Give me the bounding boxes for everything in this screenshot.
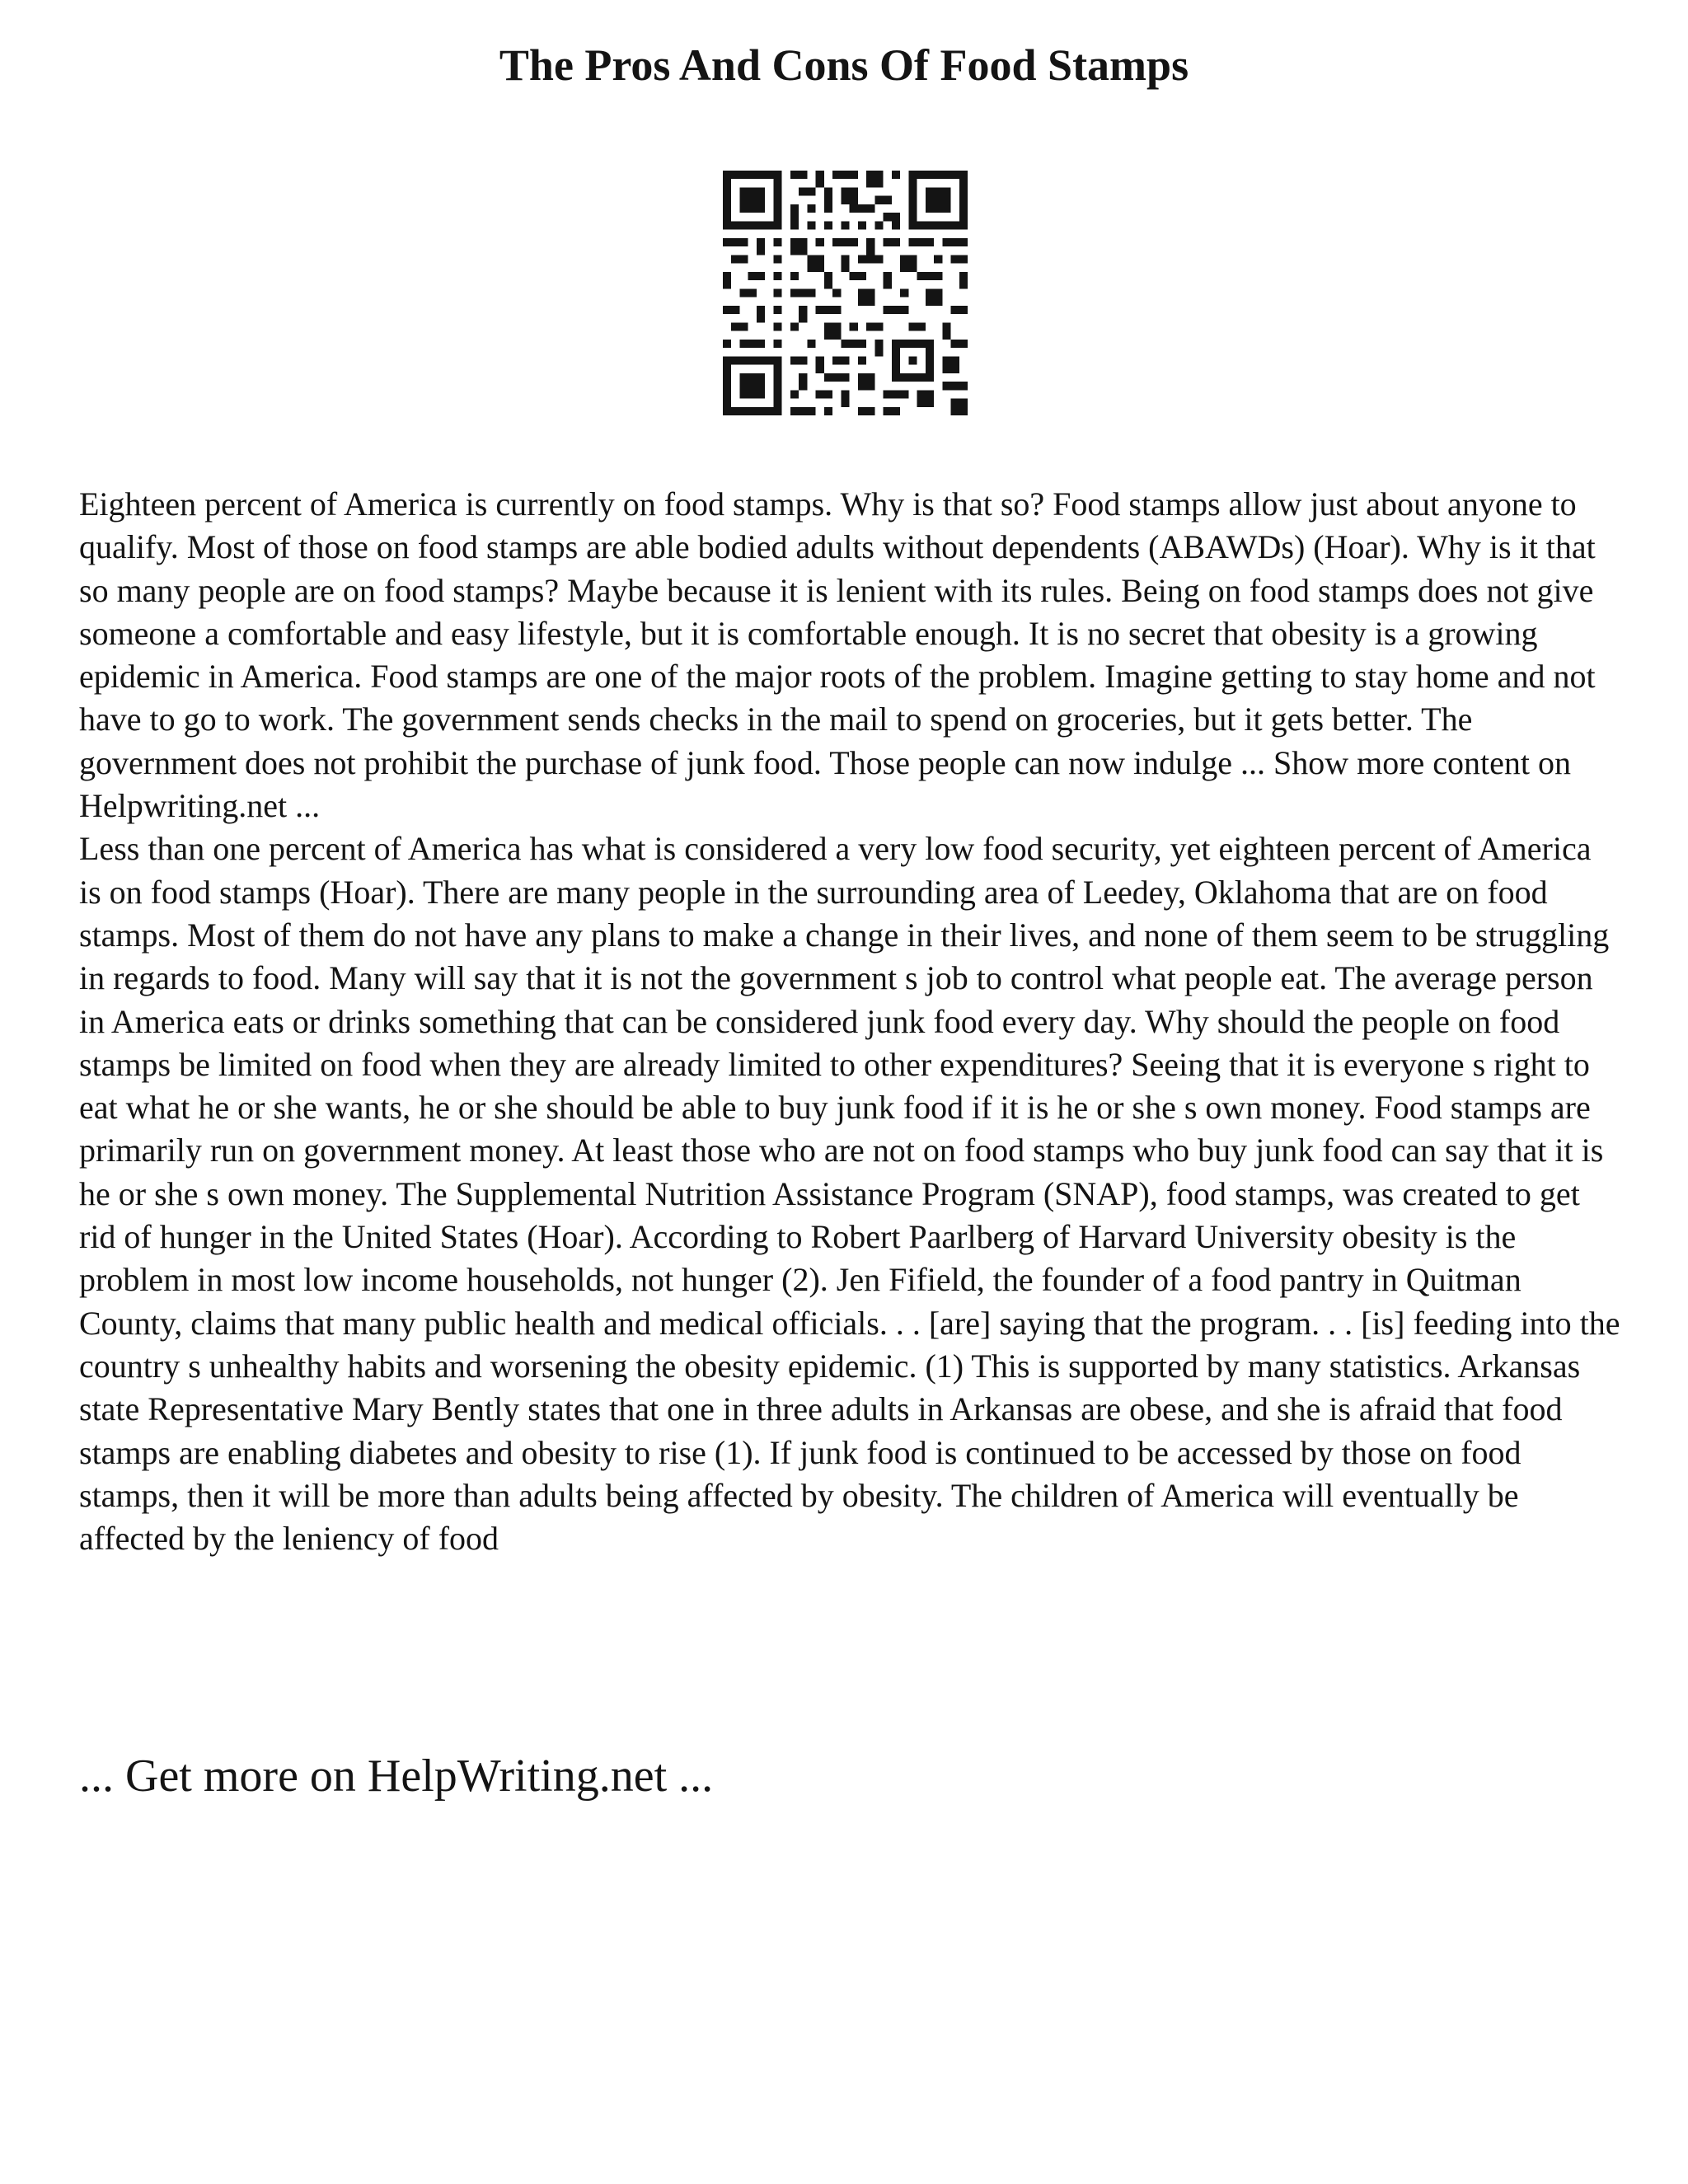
paragraph-2: Less than one percent of America has what is considered a very low food security, yet eighteen percent of America is on food stamps (Hoar). There are many people in the surrounding area of Leedey, Oklahoma that are on food stamps. Most of them do not have any plans to make a change in their lives, and none of them seem to be struggling in regards to food. Many will say that it is not the government s job to control what people eat. The average person in America eats or drinks something that can be considered junk food every day. Why should the people on food stamps be limited on food when they are already limited to other expenditures? Seeing that it is everyone s right to eat what he or she wants, he or she should be able to buy junk food if it is he or she s own money. Food stamps are primarily run on government money. At least those who are not on food stamps who buy junk food can say that it is he or she s own money. The Supplemental Nutrition Assistance Program (SNAP), food stamps, was created to get rid of hunger in the United States (Hoar). According to Robert Paarlberg of Harvard University obesity is the problem in most low income households, not hunger (2). Jen Fifield, the founder of a food pantry in Quitman County, claims that many public health and medical officials. . . [are] saying that the program. . . [is] feeding into the country s unhealthy habits and worsening the obesity epidemic. (1) This is supported by many statistics. Arkansas state Representative Mary Bently states that one in three adults in Arkansas are obese, and she is afraid that food stamps are enabling diabetes and obesity to rise (1). If junk food is continued to be accessed by those on food stamps, then it will be more than adults being affected by obesity. The children of America will eventually be affected by the leniency of food: [79, 830, 1620, 1558]
page-title: The Pros And Cons Of Food Stamps: [499, 40, 1189, 90]
get-more-link[interactable]: ... Get more on HelpWriting.net ...: [79, 1750, 714, 1802]
qr-code-icon: [723, 171, 968, 415]
paragraph-1: Eighteen percent of America is currently on food stamps. Why is that so? Food stamps allow just about anyone to qualify. Most of those on food stamps are able bodied adults without dependents (ABAWDs) (Hoar). Why is it that so many people are on food stamps? Maybe because it is lenient with its rules. Being on food stamps does not give someone a comfortable and easy lifestyle, but it is comfortable enough. It is no secret that obesity is a growing epidemic in America. Food stamps are one of the major roots of the problem. Imagine getting to stay home and not have to go to work. The government sends checks in the mail to spend on groceries, but it gets better. The government does not prohibit the purchase of junk food. Those people can now indulge ... Show more content on Helpwriting.net ...: [79, 485, 1596, 825]
article-body: [79, 483, 1620, 1560]
